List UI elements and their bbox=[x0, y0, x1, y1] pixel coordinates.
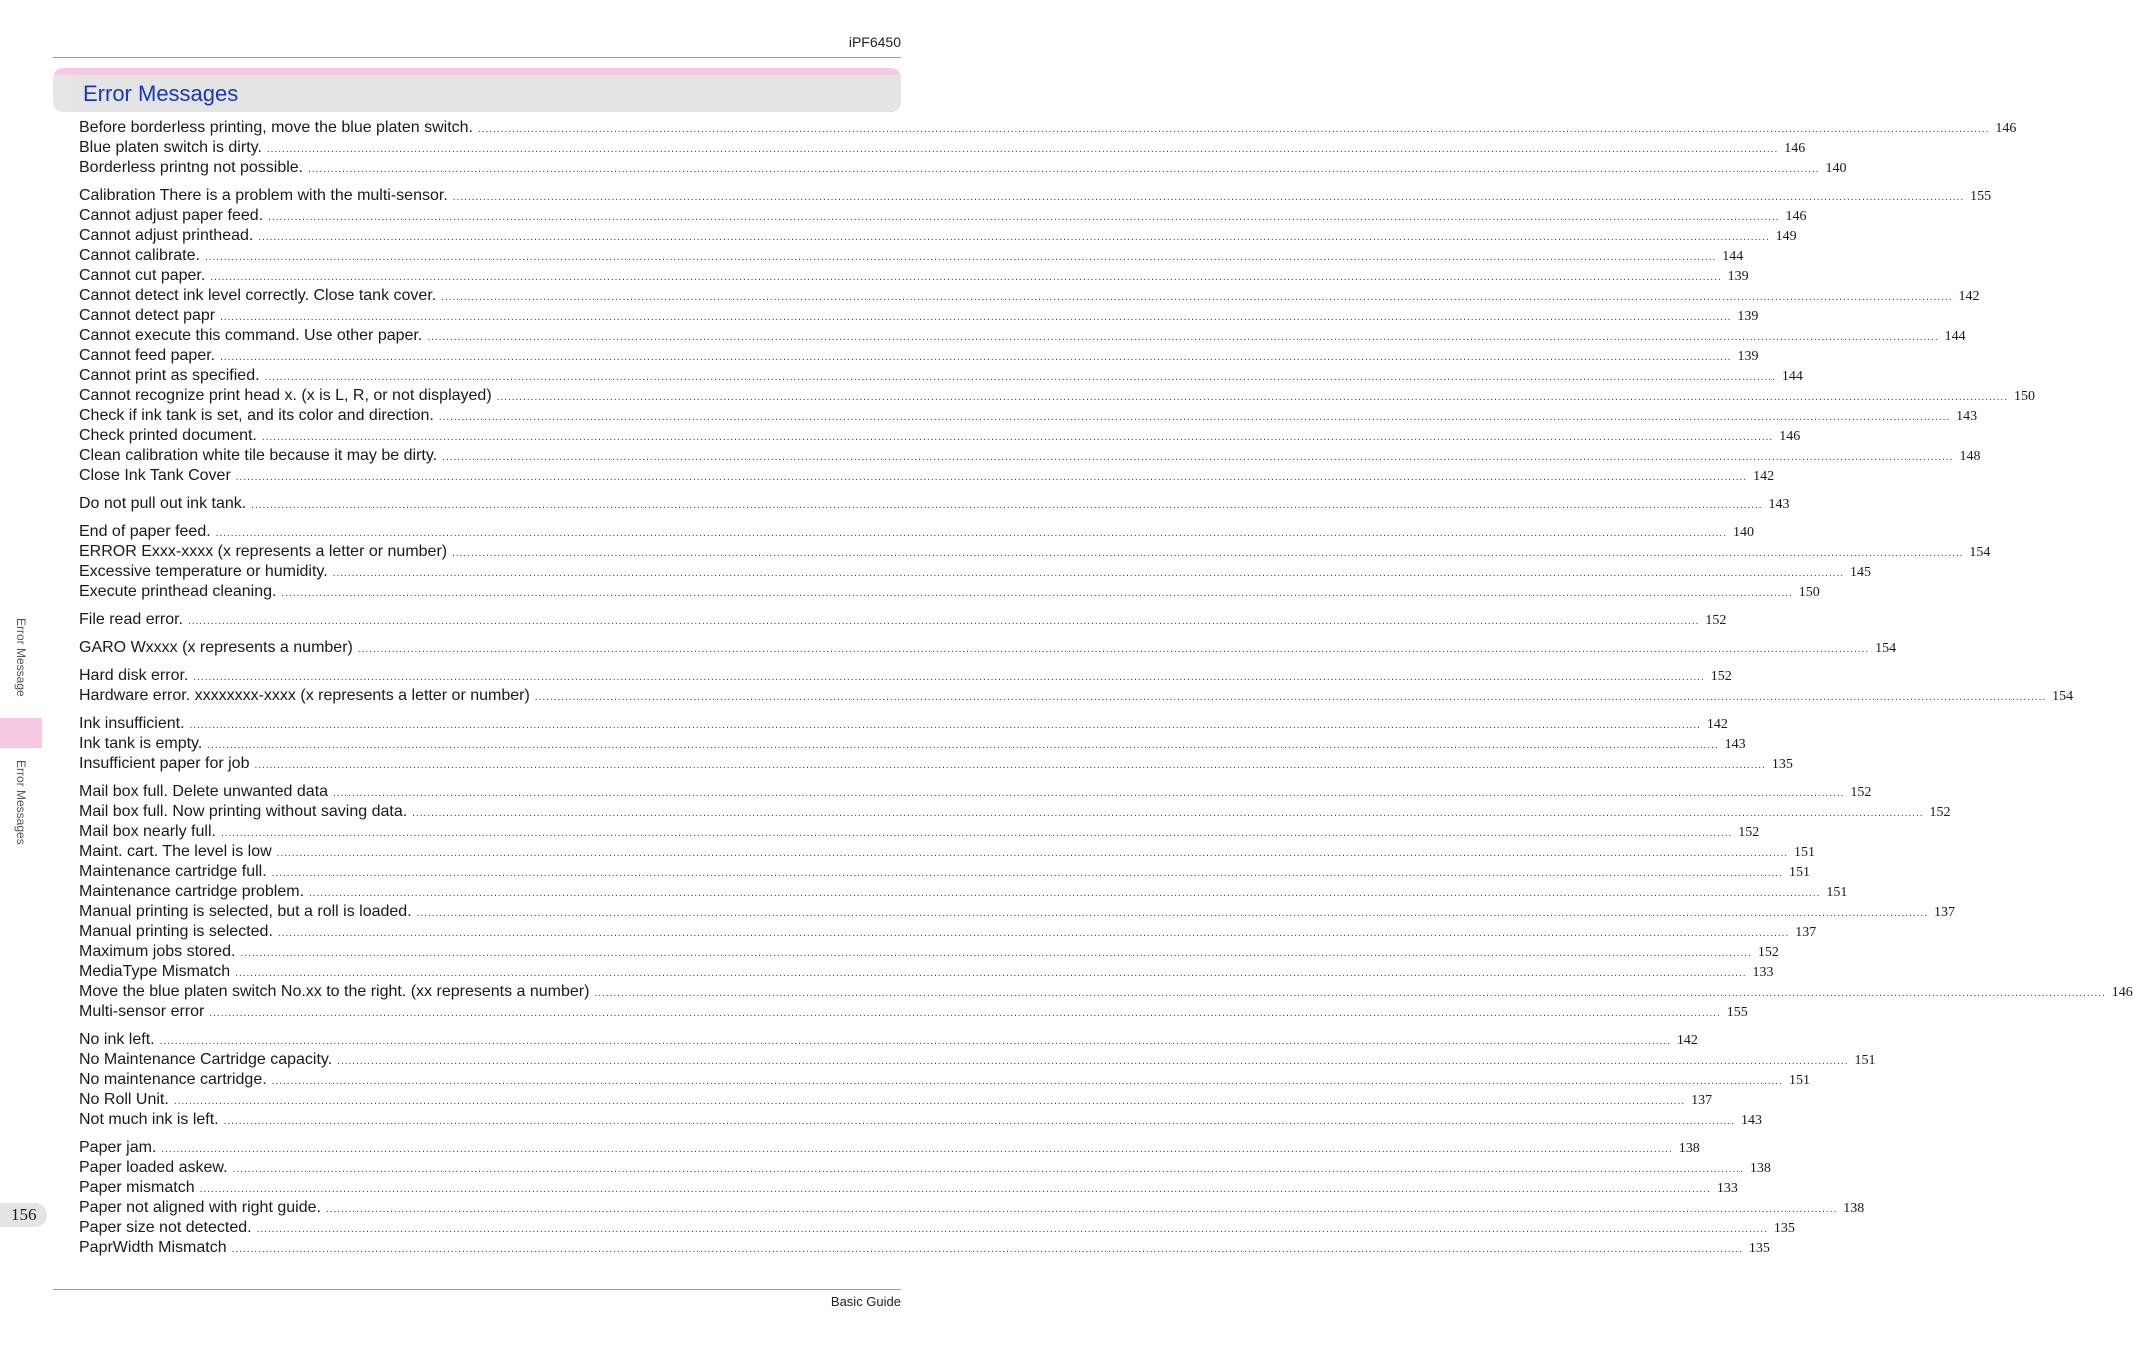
dot-leader: ................................................................................................................................................................................................................................................................................................................................................................................................................ bbox=[220, 828, 1733, 839]
index-entry[interactable] bbox=[79, 1030, 1698, 1050]
dot-leader: ................................................................................................................................................................................................................................................................................................................................................................................................................ bbox=[264, 372, 1776, 383]
entry-text[interactable]: Blue platen switch is dirty. bbox=[79, 139, 262, 156]
entry-text[interactable]: Paper mismatch bbox=[79, 1179, 195, 1196]
dot-leader: ................................................................................................................................................................................................................................................................................................................................................................................................................ bbox=[594, 988, 2106, 999]
entry-text[interactable]: Cannot adjust printhead. bbox=[79, 227, 254, 244]
dot-leader: ................................................................................................................................................................................................................................................................................................................................................................................................................ bbox=[235, 472, 1748, 483]
entry-page-number[interactable]: 133 bbox=[1716, 1181, 1738, 1196]
index-entry[interactable] bbox=[79, 1070, 1810, 1090]
index-group bbox=[79, 666, 2074, 706]
entry-page-number[interactable]: 154 bbox=[1875, 641, 1897, 656]
index-entry[interactable] bbox=[79, 638, 1897, 658]
index-entry[interactable] bbox=[79, 802, 1951, 822]
entry-text[interactable]: Move the blue platen switch No.xx to the right. (xx represents a number) bbox=[79, 983, 590, 1000]
entry-text[interactable]: No Roll Unit. bbox=[79, 1091, 169, 1108]
dot-leader: ................................................................................................................................................................................................................................................................................................................................................................................................................ bbox=[223, 1116, 1735, 1127]
entry-page-number[interactable]: 152 bbox=[1850, 785, 1872, 800]
index-group bbox=[79, 782, 2133, 1022]
entry-page-number[interactable]: 142 bbox=[1958, 289, 1980, 304]
entry-text[interactable]: Excessive temperature or humidity. bbox=[79, 563, 328, 580]
entry-text[interactable]: Ink tank is empty. bbox=[79, 735, 203, 752]
entry-text[interactable]: Check if ink tank is set, and its color and direction. bbox=[79, 407, 434, 424]
index-entry[interactable] bbox=[79, 118, 2017, 138]
entry-text[interactable]: Ink insufficient. bbox=[79, 715, 185, 732]
entry-page-number[interactable]: 142 bbox=[1676, 1033, 1698, 1048]
dot-leader: ................................................................................................................................................................................................................................................................................................................................................................................................................ bbox=[159, 1036, 1671, 1047]
dot-leader: ................................................................................................................................................................................................................................................................................................................................................................................................................ bbox=[441, 292, 1953, 303]
side-label-chapter: Error Message bbox=[14, 618, 28, 697]
dot-leader: ................................................................................................................................................................................................................................................................................................................................................................................................................ bbox=[333, 788, 1845, 799]
index-group bbox=[79, 1030, 1876, 1130]
entry-page-number[interactable]: 150 bbox=[1798, 585, 1820, 600]
entry-text[interactable]: File read error. bbox=[79, 611, 184, 628]
entry-text[interactable]: Paper not aligned with right guide. bbox=[79, 1199, 321, 1216]
index-entry[interactable] bbox=[79, 246, 1744, 266]
index-entry[interactable] bbox=[79, 782, 1872, 802]
dot-leader: ................................................................................................................................................................................................................................................................................................................................................................................................................ bbox=[188, 616, 1700, 627]
entry-page-number[interactable]: 143 bbox=[1740, 1113, 1762, 1128]
index-entry[interactable] bbox=[79, 686, 2074, 706]
top-rule bbox=[53, 57, 901, 58]
entry-text[interactable]: Hardware error. xxxxxxxx-xxxx (x represents a letter or number) bbox=[79, 687, 530, 704]
entry-text[interactable]: Maximum jobs stored. bbox=[79, 943, 236, 960]
model-name: iPF6450 bbox=[848, 34, 901, 50]
dot-leader: ................................................................................................................................................................................................................................................................................................................................................................................................................ bbox=[231, 1244, 1743, 1255]
dot-leader: ................................................................................................................................................................................................................................................................................................................................................................................................................ bbox=[193, 672, 1705, 683]
entry-text[interactable]: Manual printing is selected. bbox=[79, 923, 273, 940]
entry-text[interactable]: Cannot feed paper. bbox=[79, 347, 216, 364]
entry-text[interactable]: Close Ink Tank Cover bbox=[79, 467, 231, 484]
entry-text[interactable]: Maintenance cartridge full. bbox=[79, 863, 267, 880]
dot-leader: ................................................................................................................................................................................................................................................................................................................................................................................................................ bbox=[256, 1224, 1768, 1235]
dot-leader: ................................................................................................................................................................................................................................................................................................................................................................................................................ bbox=[412, 808, 1924, 819]
index-entry[interactable] bbox=[79, 466, 1775, 486]
entry-page-number[interactable]: 144 bbox=[1781, 369, 1803, 384]
dot-leader: ................................................................................................................................................................................................................................................................................................................................................................................................................ bbox=[251, 500, 1763, 511]
dot-leader: ................................................................................................................................................................................................................................................................................................................................................................................................................ bbox=[325, 1204, 1838, 1215]
index-group bbox=[79, 638, 1897, 658]
entry-text[interactable]: Cannot calibrate. bbox=[79, 247, 200, 264]
index-entry[interactable] bbox=[79, 842, 1815, 862]
entry-text[interactable]: Multi-sensor error bbox=[79, 1003, 205, 1020]
index-entry[interactable] bbox=[79, 1138, 1700, 1158]
dot-leader: ................................................................................................................................................................................................................................................................................................................................................................................................................ bbox=[261, 432, 1774, 443]
entry-text[interactable]: No ink left. bbox=[79, 1031, 155, 1048]
index-group bbox=[79, 714, 1793, 774]
index-entry[interactable] bbox=[79, 902, 1955, 922]
entry-text[interactable]: Mail box full. Delete unwanted data bbox=[79, 783, 329, 800]
index-entry[interactable] bbox=[79, 734, 1746, 754]
dot-leader: ................................................................................................................................................................................................................................................................................................................................................................................................................ bbox=[357, 644, 1870, 655]
dot-leader: ................................................................................................................................................................................................................................................................................................................................................................................................................ bbox=[189, 720, 1701, 731]
index-entry[interactable] bbox=[79, 522, 1754, 542]
index-entry[interactable] bbox=[79, 346, 1759, 366]
dot-leader: ................................................................................................................................................................................................................................................................................................................................................................................................................ bbox=[271, 1076, 1783, 1087]
entry-page-number[interactable]: 145 bbox=[1850, 565, 1872, 580]
index-entry[interactable] bbox=[79, 158, 1847, 178]
entry-page-number[interactable]: 135 bbox=[1748, 1241, 1770, 1256]
entry-page-number[interactable]: 138 bbox=[1678, 1141, 1700, 1156]
dot-leader: ................................................................................................................................................................................................................................................................................................................................................................................................................ bbox=[438, 412, 1951, 423]
dot-leader: ................................................................................................................................................................................................................................................................................................................................................................................................................ bbox=[534, 692, 2047, 703]
index-entry[interactable] bbox=[79, 1090, 1713, 1110]
index-entry[interactable] bbox=[79, 206, 1807, 226]
dot-leader: ................................................................................................................................................................................................................................................................................................................................................................................................................ bbox=[496, 392, 2008, 403]
page-title: Error Messages bbox=[83, 81, 239, 106]
index-entry[interactable] bbox=[79, 366, 1803, 386]
dot-leader: ................................................................................................................................................................................................................................................................................................................................................................................................................ bbox=[232, 1164, 1744, 1175]
index-entry[interactable] bbox=[79, 754, 1793, 774]
entry-text[interactable]: Cannot detect papr bbox=[79, 307, 216, 324]
dot-leader: ................................................................................................................................................................................................................................................................................................................................................................................................................ bbox=[220, 352, 1732, 363]
entry-text[interactable]: Manual printing is selected, but a roll is loaded. bbox=[79, 903, 412, 920]
entry-page-number[interactable]: 137 bbox=[1691, 1093, 1713, 1108]
entry-text[interactable]: Not much ink is left. bbox=[79, 1111, 219, 1128]
index-entry[interactable] bbox=[79, 1198, 1865, 1218]
index-entry[interactable] bbox=[79, 982, 2133, 1002]
entry-page-number[interactable]: 142 bbox=[1706, 717, 1728, 732]
index-entry[interactable] bbox=[79, 386, 2035, 406]
index-entry[interactable] bbox=[79, 542, 1991, 562]
index-entry[interactable] bbox=[79, 1158, 1771, 1178]
index-entry[interactable] bbox=[79, 494, 1790, 514]
entry-text[interactable]: Cannot print as specified. bbox=[79, 367, 260, 384]
dot-leader: ................................................................................................................................................................................................................................................................................................................................................................................................................ bbox=[207, 740, 1719, 751]
entry-page-number[interactable]: 146 bbox=[1995, 121, 2017, 136]
entry-page-number[interactable]: 138 bbox=[1749, 1161, 1771, 1176]
dot-leader: ................................................................................................................................................................................................................................................................................................................................................................................................................ bbox=[442, 452, 1954, 463]
index-entry[interactable] bbox=[79, 426, 1801, 446]
index-entry[interactable] bbox=[79, 186, 1992, 206]
dot-leader: ................................................................................................................................................................................................................................................................................................................................................................................................................ bbox=[209, 1008, 1721, 1019]
index-entry[interactable] bbox=[79, 882, 1848, 902]
entry-page-number[interactable]: 142 bbox=[1753, 469, 1775, 484]
entry-page-number[interactable]: 140 bbox=[1732, 525, 1754, 540]
index-entry[interactable] bbox=[79, 1238, 1770, 1258]
dot-leader: ................................................................................................................................................................................................................................................................................................................................................................................................................ bbox=[337, 1056, 1849, 1067]
entry-page-number[interactable]: 139 bbox=[1737, 309, 1759, 324]
entry-page-number[interactable]: 143 bbox=[1768, 497, 1790, 512]
entry-page-number[interactable]: 150 bbox=[2013, 389, 2035, 404]
dot-leader: ................................................................................................................................................................................................................................................................................................................................................................................................................ bbox=[309, 888, 1821, 899]
index-entry[interactable] bbox=[79, 406, 1978, 426]
entry-page-number[interactable]: 152 bbox=[1738, 825, 1760, 840]
entry-text[interactable]: Check printed document. bbox=[79, 427, 257, 444]
index-entry[interactable] bbox=[79, 962, 1774, 982]
entry-text[interactable]: Cannot adjust paper feed. bbox=[79, 207, 264, 224]
entry-page-number[interactable]: 148 bbox=[1959, 449, 1981, 464]
entry-page-number[interactable]: 144 bbox=[1722, 249, 1744, 264]
index-entry[interactable] bbox=[79, 1050, 1876, 1070]
side-label-section: Error Messages bbox=[14, 760, 28, 845]
index-group bbox=[79, 118, 2017, 178]
entry-text[interactable]: Execute printhead cleaning. bbox=[79, 583, 277, 600]
side-tab-marker bbox=[0, 718, 42, 748]
entry-text[interactable]: Paper loaded askew. bbox=[79, 1159, 228, 1176]
dot-leader: ................................................................................................................................................................................................................................................................................................................................................................................................................ bbox=[268, 212, 1780, 223]
entry-page-number[interactable]: 152 bbox=[1705, 613, 1727, 628]
entry-text[interactable]: MediaType Mismatch bbox=[79, 963, 231, 980]
index-entry[interactable] bbox=[79, 922, 1817, 942]
entry-page-number[interactable]: 133 bbox=[1752, 965, 1774, 980]
index-entry[interactable] bbox=[79, 226, 1797, 246]
entry-page-number[interactable]: 139 bbox=[1727, 269, 1749, 284]
entry-text[interactable]: GARO Wxxxx (x represents a number) bbox=[79, 639, 353, 656]
entry-text[interactable]: PaprWidth Mismatch bbox=[79, 1239, 227, 1256]
dot-leader: ................................................................................................................................................................................................................................................................................................................................................................................................................ bbox=[210, 272, 1722, 283]
entry-text[interactable]: No maintenance cartridge. bbox=[79, 1071, 267, 1088]
entry-page-number[interactable]: 135 bbox=[1771, 757, 1793, 772]
index-entry[interactable] bbox=[79, 446, 1981, 466]
index-entry[interactable] bbox=[79, 1110, 1762, 1130]
entry-text[interactable]: ERROR Exxx-xxxx (x represents a letter or number) bbox=[79, 543, 448, 560]
entry-page-number[interactable]: 152 bbox=[1757, 945, 1779, 960]
entry-text[interactable]: Paper jam. bbox=[79, 1139, 157, 1156]
entry-text[interactable]: Maint. cart. The level is low bbox=[79, 843, 272, 860]
entry-page-number[interactable]: 155 bbox=[1970, 189, 1992, 204]
dot-leader: ................................................................................................................................................................................................................................................................................................................................................................................................................ bbox=[281, 588, 1793, 599]
entry-page-number[interactable]: 151 bbox=[1854, 1053, 1876, 1068]
index-entry[interactable] bbox=[79, 666, 1732, 686]
entry-page-number[interactable]: 146 bbox=[1779, 429, 1801, 444]
index-entry[interactable] bbox=[79, 1218, 1795, 1238]
index-group bbox=[79, 1138, 1865, 1258]
index-entry[interactable] bbox=[79, 1178, 1738, 1198]
dot-leader: ................................................................................................................................................................................................................................................................................................................................................................................................................ bbox=[277, 928, 1790, 939]
entry-text[interactable]: No Maintenance Cartridge capacity. bbox=[79, 1051, 333, 1068]
index-entry[interactable] bbox=[79, 326, 1966, 346]
bottom-rule bbox=[53, 1289, 901, 1290]
dot-leader: ................................................................................................................................................................................................................................................................................................................................................................................................................ bbox=[332, 568, 1845, 579]
entry-page-number[interactable]: 151 bbox=[1788, 865, 1810, 880]
index-group bbox=[79, 186, 2035, 486]
dot-leader: ................................................................................................................................................................................................................................................................................................................................................................................................................ bbox=[427, 332, 1939, 343]
index-group bbox=[79, 610, 1727, 630]
index-group bbox=[79, 522, 1991, 602]
dot-leader: ................................................................................................................................................................................................................................................................................................................................................................................................................ bbox=[452, 192, 1965, 203]
entry-page-number[interactable]: 143 bbox=[1956, 409, 1978, 424]
entry-text[interactable]: Before borderless printing, move the blue platen switch. bbox=[79, 119, 473, 136]
entry-page-number[interactable]: 137 bbox=[1795, 925, 1817, 940]
entry-text[interactable]: Mail box nearly full. bbox=[79, 823, 216, 840]
index-entry[interactable] bbox=[79, 610, 1727, 630]
entry-page-number[interactable]: 152 bbox=[1929, 805, 1951, 820]
entry-page-number[interactable]: 146 bbox=[1784, 141, 1806, 156]
guide-name: Basic Guide bbox=[830, 1294, 901, 1309]
entry-text[interactable]: Insufficient paper for job bbox=[79, 755, 250, 772]
index-list bbox=[79, 118, 2133, 1258]
entry-text[interactable]: Borderless printng not possible. bbox=[79, 159, 304, 176]
entry-page-number[interactable]: 137 bbox=[1933, 905, 1955, 920]
dot-leader: ................................................................................................................................................................................................................................................................................................................................................................................................................ bbox=[271, 868, 1783, 879]
entry-text[interactable]: Calibration There is a problem with the multi-sensor. bbox=[79, 187, 448, 204]
dot-leader: ................................................................................................................................................................................................................................................................................................................................................................................................................ bbox=[220, 312, 1732, 323]
dot-leader: ................................................................................................................................................................................................................................................................................................................................................................................................................ bbox=[240, 948, 1752, 959]
dot-leader: ................................................................................................................................................................................................................................................................................................................................................................................................................ bbox=[204, 252, 1717, 263]
entry-text[interactable]: Do not pull out ink tank. bbox=[79, 495, 247, 512]
index-entry[interactable] bbox=[79, 306, 1759, 326]
page-number: 156 bbox=[11, 1205, 37, 1224]
entry-text[interactable]: End of paper feed. bbox=[79, 523, 211, 540]
entry-page-number[interactable]: 154 bbox=[2052, 689, 2074, 704]
index-entry[interactable] bbox=[79, 286, 1980, 306]
entry-page-number[interactable]: 146 bbox=[1785, 209, 1807, 224]
entry-page-number[interactable]: 152 bbox=[1710, 669, 1732, 684]
entry-page-number[interactable]: 149 bbox=[1775, 229, 1797, 244]
dot-leader: ................................................................................................................................................................................................................................................................................................................................................................................................................ bbox=[173, 1096, 1686, 1107]
entry-text[interactable]: Maintenance cartridge problem. bbox=[79, 883, 305, 900]
dot-leader: ................................................................................................................................................................................................................................................................................................................................................................................................................ bbox=[416, 908, 1928, 919]
dot-leader: ................................................................................................................................................................................................................................................................................................................................................................................................................ bbox=[258, 232, 1770, 243]
entry-text[interactable]: Mail box full. Now printing without saving data. bbox=[79, 803, 408, 820]
entry-page-number[interactable]: 151 bbox=[1794, 845, 1815, 860]
entry-page-number[interactable]: 139 bbox=[1737, 349, 1759, 364]
index-entry[interactable] bbox=[79, 822, 1760, 842]
entry-page-number[interactable]: 138 bbox=[1843, 1201, 1865, 1216]
entry-text[interactable]: Cannot cut paper. bbox=[79, 267, 206, 284]
dot-leader: ................................................................................................................................................................................................................................................................................................................................................................................................................ bbox=[215, 528, 1727, 539]
entry-page-number[interactable]: 146 bbox=[2111, 985, 2133, 1000]
index-entry[interactable] bbox=[79, 1002, 1748, 1022]
index-entry[interactable] bbox=[79, 266, 1749, 286]
entry-text[interactable]: Clean calibration white tile because it may be dirty. bbox=[79, 447, 438, 464]
entry-page-number[interactable]: 151 bbox=[1826, 885, 1848, 900]
dot-leader: ................................................................................................................................................................................................................................................................................................................................................................................................................ bbox=[276, 848, 1788, 859]
entry-text[interactable]: Cannot recognize print head x. (x is L, R, or not displayed) bbox=[79, 387, 492, 404]
index-entry[interactable] bbox=[79, 942, 1779, 962]
dot-leader: ................................................................................................................................................................................................................................................................................................................................................................................................................ bbox=[266, 144, 1779, 155]
entry-text[interactable]: Cannot execute this command. Use other paper. bbox=[79, 327, 423, 344]
entry-page-number[interactable]: 154 bbox=[1969, 545, 1991, 560]
dot-leader: ................................................................................................................................................................................................................................................................................................................................................................................................................ bbox=[235, 968, 1747, 979]
entry-text[interactable]: Cannot detect ink level correctly. Close tank cover. bbox=[79, 287, 437, 304]
index-entry[interactable] bbox=[79, 862, 1810, 882]
index-entry[interactable] bbox=[79, 582, 1820, 602]
index-entry[interactable] bbox=[79, 562, 1872, 582]
entry-page-number[interactable]: 143 bbox=[1724, 737, 1746, 752]
entry-page-number[interactable]: 155 bbox=[1726, 1005, 1748, 1020]
dot-leader: ................................................................................................................................................................................................................................................................................................................................................................................................................ bbox=[452, 548, 1964, 559]
dot-leader: ................................................................................................................................................................................................................................................................................................................................................................................................................ bbox=[254, 760, 1766, 771]
entry-page-number[interactable]: 135 bbox=[1773, 1221, 1795, 1236]
dot-leader: ................................................................................................................................................................................................................................................................................................................................................................................................................ bbox=[308, 164, 1820, 175]
entry-text[interactable]: Paper size not detected. bbox=[79, 1219, 252, 1236]
index-entry[interactable] bbox=[79, 138, 1806, 158]
dot-leader: ................................................................................................................................................................................................................................................................................................................................................................................................................ bbox=[161, 1144, 1673, 1155]
index-group bbox=[79, 494, 1790, 514]
entry-text[interactable]: Hard disk error. bbox=[79, 667, 189, 684]
entry-page-number[interactable]: 140 bbox=[1825, 161, 1847, 176]
entry-page-number[interactable]: 144 bbox=[1944, 329, 1966, 344]
dot-leader: ................................................................................................................................................................................................................................................................................................................................................................................................................ bbox=[199, 1184, 1711, 1195]
dot-leader: ................................................................................................................................................................................................................................................................................................................................................................................................................ bbox=[478, 124, 1990, 135]
index-entry[interactable] bbox=[79, 714, 1728, 734]
entry-page-number[interactable]: 151 bbox=[1788, 1073, 1810, 1088]
